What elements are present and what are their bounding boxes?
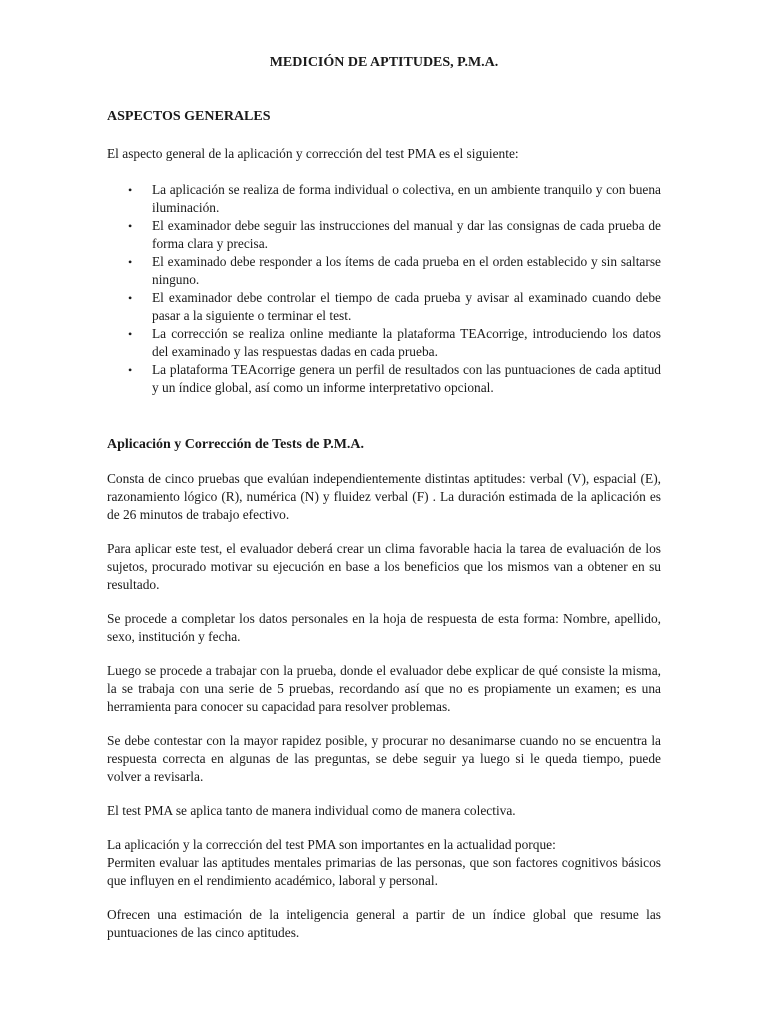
list-item-text: La plataforma TEAcorrige genera un perfil de resultados con las puntuaciones de cada aptitud y un índice global, así como un informe interpretativo opcional. (152, 362, 661, 395)
paragraph: Ofrecen una estimación de la inteligencia general a partir de un índice global que resume las puntuaciones de las cinco aptitudes. (107, 907, 661, 940)
list-item-text: El examinado debe responder a los ítems de cada prueba en el orden establecido y sin saltarse ninguno. (152, 254, 661, 287)
list-item (107, 181, 661, 217)
list-item (107, 217, 661, 253)
list-item-text: La corrección se realiza online mediante la plataforma TEAcorrige, introduciendo los datos del examinado y las respuestas dadas en cada prueba. (152, 326, 661, 359)
paragraph: Consta de cinco pruebas que evalúan independientemente distintas aptitudes: verbal (V), espacial (E), razonamiento lógico (R), numérica (N) y fluidez verbal (F) . La duración estimada de la aplicación es de 26 minutos de trabajo efectivo. (107, 471, 661, 522)
bullet-icon: • (128, 327, 133, 341)
bullet-icon: • (128, 363, 133, 377)
section-intro: El aspecto general de la aplicación y corrección del test PMA es el siguiente: (107, 146, 519, 161)
list-item (107, 289, 661, 325)
bullet-icon: • (128, 183, 133, 197)
list-item (107, 253, 661, 289)
list-item-text: El examinador debe seguir las instrucciones del manual y dar las consignas de cada prueba de forma clara y precisa. (152, 218, 661, 251)
paragraph: Se debe contestar con la mayor rapidez posible, y procurar no desanimarse cuando no se encuentra la respuesta correcta en algunas de las preguntas, se debe seguir ya luego si le queda tiempo, puede volver a revisarla. (107, 733, 661, 784)
bullet-list (107, 181, 661, 397)
paragraph: El test PMA se aplica tanto de manera individual como de manera colectiva. (107, 803, 516, 818)
bullet-icon: • (128, 291, 133, 305)
bullet-icon: • (128, 219, 133, 233)
paragraph: Luego se procede a trabajar con la prueba, donde el evaluador debe explicar de qué consiste la misma, la se trabaja con una serie de 5 pruebas, recordando así que no es propiamente un examen; es una herramienta para conocer su capacidad para resolver problemas. (107, 663, 661, 714)
paragraph: Permiten evaluar las aptitudes mentales primarias de las personas, que son factores cognitivos básicos que influyen en el rendimiento académico, laboral y personal. (107, 855, 661, 888)
list-item (107, 361, 661, 397)
paragraph: La aplicación y la corrección del test PMA son importantes en la actualidad porque: (107, 837, 556, 852)
paragraph: Se procede a completar los datos personales en la hoja de respuesta de esta forma: Nombre, apellido, sexo, institución y fecha. (107, 611, 661, 644)
list-item-text: El examinador debe controlar el tiempo de cada prueba y avisar al examinado cuando debe pasar a la siguiente o terminar el test. (152, 290, 661, 323)
section-heading-aspectos-generales: ASPECTOS GENERALES (107, 109, 271, 124)
section-body (107, 470, 661, 958)
section-heading-aplicacion-correccion: Aplicación y Corrección de Tests de P.M.A. (107, 437, 365, 452)
list-item-text: La aplicación se realiza de forma individual o colectiva, en un ambiente tranquilo y con buena iluminación. (152, 182, 661, 215)
document-title: MEDICIÓN DE APTITUDES, P.M.A. (269, 55, 499, 70)
list-item (107, 325, 661, 361)
bullet-icon: • (128, 255, 133, 269)
paragraph: Para aplicar este test, el evaluador deberá crear un clima favorable hacia la tarea de evaluación de los sujetos, procurado motivar su ejecución en base a los beneficios que los mismos van a obtener en su resultado. (107, 541, 661, 592)
